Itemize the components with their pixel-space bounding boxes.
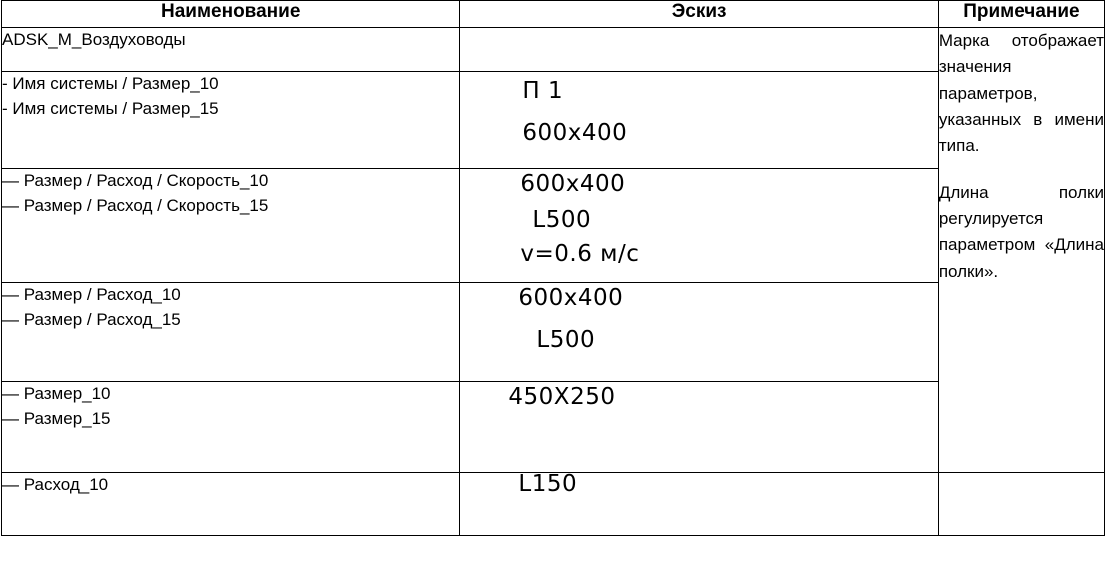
cell-name [2, 72, 460, 169]
cell-name [2, 283, 460, 382]
table-row [2, 473, 1105, 536]
cell-sketch [460, 169, 938, 283]
name-line: — Размер_10 [2, 384, 111, 403]
cell-name [2, 169, 460, 283]
cell-sketch [460, 28, 938, 72]
cell-name [2, 473, 460, 536]
name-line: — Размер_15 [2, 408, 111, 428]
table-row [2, 28, 1105, 72]
name-line: — Размер / Расход / Скорость_10 [2, 171, 269, 190]
column-header-sketch: Эскиз [460, 1, 938, 28]
name-line: — Размер / Расход_10 [2, 285, 181, 304]
name-line: — Размер / Расход_15 [2, 309, 181, 329]
cell-sketch [460, 72, 938, 169]
name-line: — Расход_10 [2, 475, 109, 494]
name-line: ADSK_M_Воздуховоды [2, 30, 186, 49]
sketch-text-bottom: 600x400 [522, 120, 628, 146]
name-line: - Имя системы / Размер_10 [2, 74, 219, 93]
note-paragraph-1: Марка отображает значения параметров, указанных в имени типа. [938, 31, 1104, 156]
cell-sketch [460, 473, 938, 536]
sketch-text-top: 600x400 [518, 285, 624, 311]
name-line: - Имя системы / Размер_15 [2, 98, 219, 118]
sketch-text-extra: v=0.6 м/с [520, 241, 640, 267]
note-paragraph-2: Длина полки регулируется параметром «Длина полки». [938, 182, 1104, 281]
cell-sketch [460, 382, 938, 473]
cell-name [2, 28, 460, 72]
sketch-text-bottom: L500 [536, 327, 596, 353]
cell-sketch [460, 283, 938, 382]
sketch-text-top: 450X250 [508, 384, 616, 410]
table-header-row [2, 1, 1105, 28]
column-header-note: Примечание [938, 1, 1104, 28]
column-header-name: Наименование [2, 1, 460, 28]
cell-note [938, 28, 1104, 473]
cell-name [2, 382, 460, 473]
cell-note-empty [938, 473, 1104, 536]
sketch-text-bottom: L500 [532, 207, 592, 233]
sketch-text-top: П 1 [522, 78, 564, 104]
annotation-families-table [1, 0, 1105, 536]
name-line: — Размер / Расход / Скорость_15 [2, 195, 269, 215]
sketch-text-top: L150 [518, 471, 578, 497]
sketch-text-top: 600x400 [520, 171, 626, 197]
